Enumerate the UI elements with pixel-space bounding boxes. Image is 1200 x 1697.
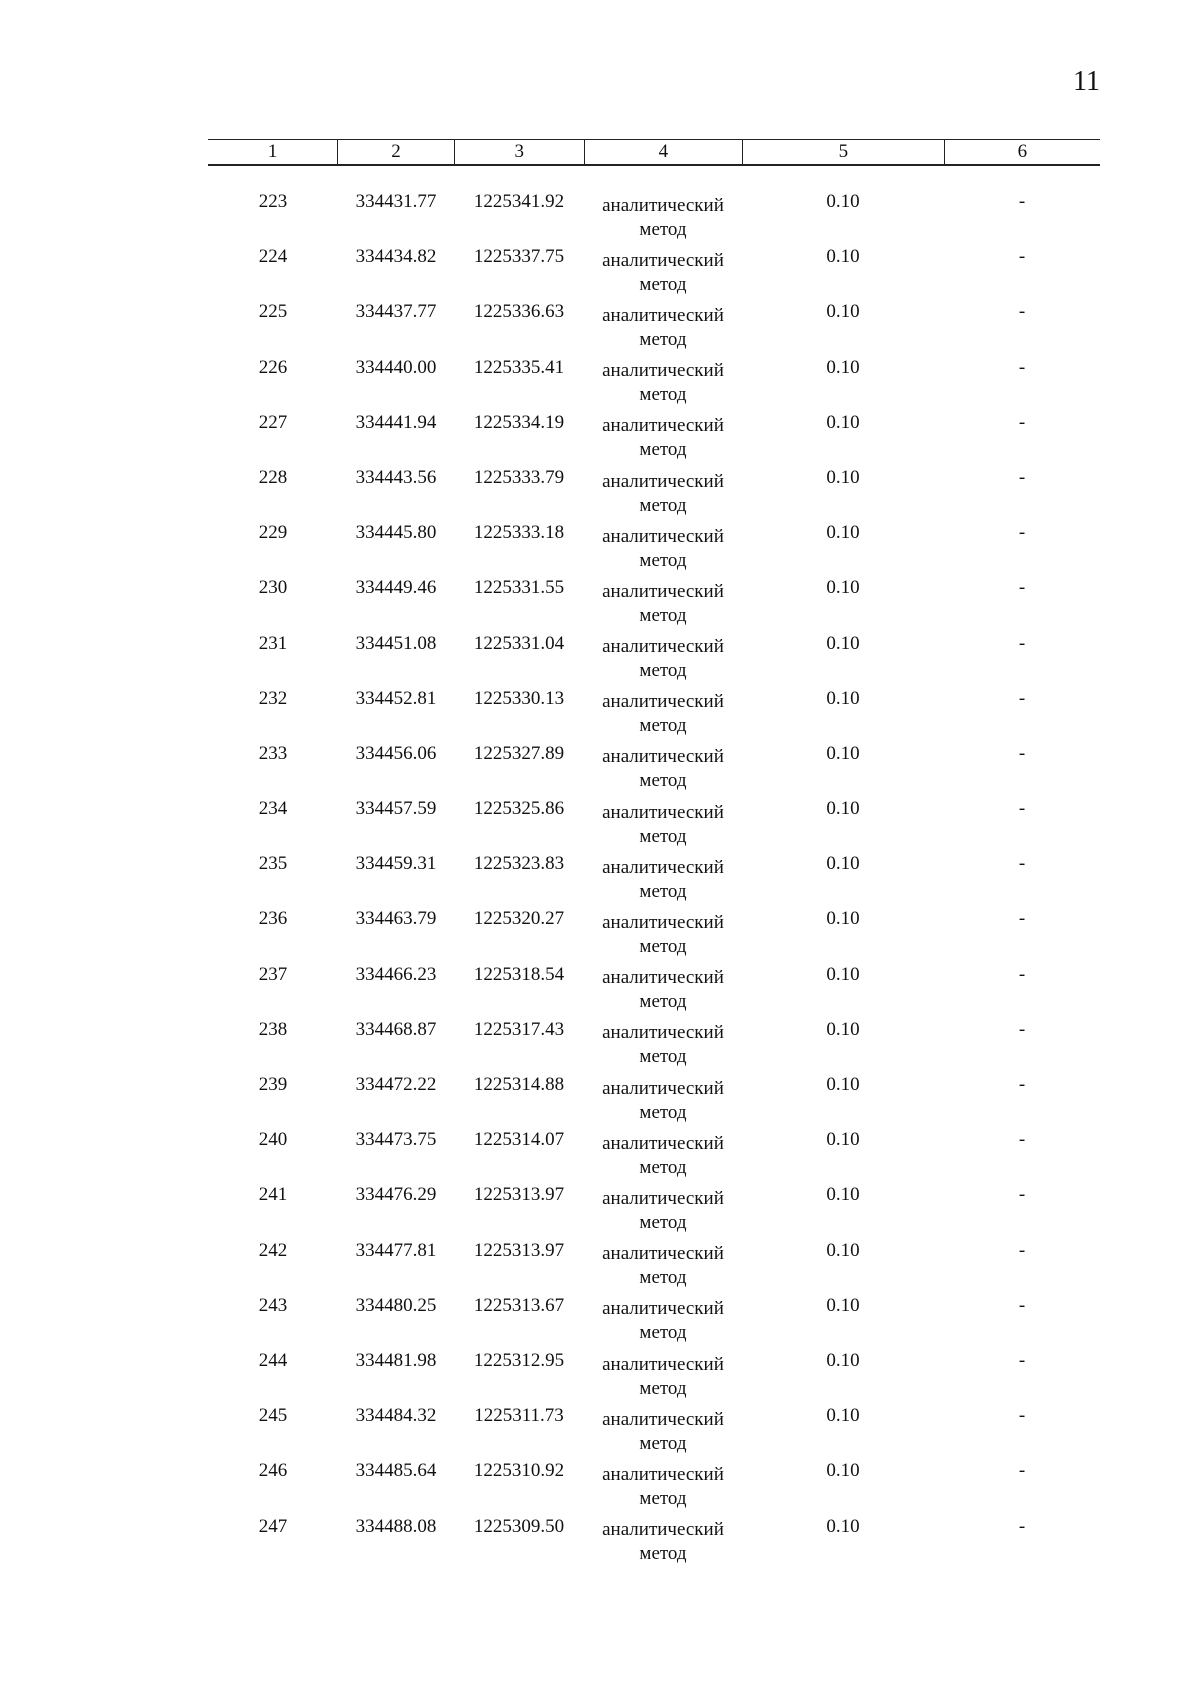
note-value: -	[1018, 1018, 1026, 1040]
method-line-1: аналитический	[602, 1463, 724, 1485]
method-line-1: аналитический	[602, 636, 724, 658]
method-cell	[584, 1073, 742, 1128]
coordinate-x: 334484.32	[355, 1405, 437, 1427]
table-row	[208, 1349, 1100, 1404]
coordinate-y: 1225323.83	[473, 853, 565, 875]
method-line-2: метод	[639, 1267, 687, 1289]
note-value: -	[1018, 1129, 1026, 1151]
point-number: 244	[258, 1349, 288, 1371]
accuracy-value: 0.10	[826, 1129, 860, 1151]
coordinate-y: 1225334.19	[473, 411, 565, 433]
table-body	[208, 190, 1100, 1570]
accuracy-value: 0.10	[826, 1294, 860, 1316]
accuracy-value: 0.10	[826, 1349, 860, 1371]
table-row	[208, 1404, 1100, 1459]
coordinate-x: 334434.82	[355, 246, 437, 268]
table-row	[208, 963, 1100, 1018]
coordinate-x: 334485.64	[355, 1460, 437, 1482]
point-number: 238	[258, 1018, 288, 1040]
point-number: 240	[258, 1129, 288, 1151]
method-line-2: метод	[639, 1377, 687, 1399]
method-line-2: метод	[639, 1156, 687, 1178]
coordinate-y: 1225311.73	[474, 1405, 564, 1427]
coordinate-y: 1225336.63	[473, 301, 565, 323]
method-cell	[584, 1349, 742, 1404]
table-row	[208, 521, 1100, 576]
accuracy-value: 0.10	[826, 1074, 860, 1095]
table-row	[208, 300, 1100, 355]
method-line-2: метод	[639, 1101, 687, 1123]
accuracy-value: 0.10	[826, 1184, 860, 1206]
point-number: 245	[258, 1405, 288, 1427]
table-row	[208, 1128, 1100, 1183]
note-value: -	[1018, 1460, 1026, 1482]
method-line-1: аналитический	[602, 360, 724, 382]
note-value: -	[1018, 963, 1026, 985]
point-number: 239	[258, 1074, 288, 1095]
note-value: -	[1018, 356, 1026, 378]
method-line-1: аналитический	[602, 801, 724, 823]
table-row	[208, 1294, 1100, 1349]
method-cell	[584, 1294, 742, 1349]
note-value: -	[1018, 191, 1026, 212]
accuracy-value: 0.10	[826, 246, 860, 268]
table-row	[208, 1018, 1100, 1073]
point-number: 226	[258, 356, 288, 378]
method-line-2: метод	[639, 273, 687, 295]
method-line-1: аналитический	[602, 1243, 724, 1265]
coordinate-x: 334481.98	[355, 1349, 437, 1371]
method-line-2: метод	[639, 384, 687, 406]
table-row	[208, 1459, 1100, 1514]
table-row	[208, 356, 1100, 411]
table-row	[208, 907, 1100, 962]
point-number: 235	[258, 853, 288, 875]
accuracy-value: 0.10	[826, 301, 860, 323]
point-number: 243	[258, 1294, 288, 1316]
point-number: 231	[258, 632, 288, 654]
coordinate-y: 1225320.27	[473, 908, 565, 930]
method-line-1: аналитический	[602, 470, 724, 492]
point-number: 246	[258, 1460, 288, 1482]
coordinate-x: 334473.75	[355, 1129, 437, 1151]
coordinate-x: 334445.80	[355, 522, 437, 544]
note-value: -	[1018, 577, 1026, 599]
method-cell	[584, 1459, 742, 1514]
coordinate-x: 334449.46	[355, 577, 437, 599]
coordinate-x: 334488.08	[355, 1515, 437, 1537]
method-cell	[584, 576, 742, 631]
method-cell	[584, 963, 742, 1018]
method-line-2: метод	[639, 770, 687, 792]
method-line-1: аналитический	[602, 1187, 724, 1209]
method-line-2: метод	[639, 549, 687, 571]
coordinate-y: 1225313.97	[473, 1184, 565, 1206]
method-line-1: аналитический	[602, 1132, 724, 1154]
coordinate-y: 1225317.43	[473, 1018, 565, 1040]
coordinate-x: 334452.81	[355, 687, 437, 709]
method-line-1: аналитический	[602, 746, 724, 768]
coordinate-x: 334466.23	[355, 963, 437, 985]
coordinate-x: 334457.59	[355, 798, 437, 820]
column-header-3: 3	[455, 140, 585, 164]
note-value: -	[1018, 301, 1026, 323]
coordinate-y: 1225333.18	[473, 522, 565, 544]
accuracy-value: 0.10	[826, 963, 860, 985]
method-line-1: аналитический	[602, 967, 724, 989]
coordinate-x: 334443.56	[355, 466, 437, 488]
coordinate-x: 334480.25	[355, 1294, 437, 1316]
note-value: -	[1018, 632, 1026, 654]
note-value: -	[1018, 798, 1026, 820]
column-header-1: 1	[208, 140, 338, 164]
coordinate-x: 334477.81	[355, 1239, 437, 1261]
method-line-1: аналитический	[602, 304, 724, 326]
table-row	[208, 797, 1100, 852]
coordinate-x: 334437.77	[355, 301, 437, 323]
coordinate-x: 334472.22	[355, 1074, 437, 1095]
method-cell	[584, 1404, 742, 1459]
accuracy-value: 0.10	[826, 1515, 860, 1537]
coordinate-y: 1225331.55	[473, 577, 565, 599]
method-line-2: метод	[639, 439, 687, 461]
method-cell	[584, 1239, 742, 1294]
method-cell	[584, 687, 742, 742]
method-cell	[584, 1128, 742, 1183]
method-line-2: метод	[639, 660, 687, 682]
method-line-2: метод	[639, 1046, 687, 1068]
method-line-2: метод	[639, 494, 687, 516]
note-value: -	[1018, 246, 1026, 268]
accuracy-value: 0.10	[826, 1460, 860, 1482]
column-header-5: 5	[743, 140, 945, 164]
table-row	[208, 1515, 1100, 1570]
point-number: 247	[258, 1515, 288, 1537]
coordinate-y: 1225313.67	[473, 1294, 565, 1316]
note-value: -	[1018, 1239, 1026, 1261]
method-line-1: аналитический	[602, 415, 724, 437]
coordinate-y: 1225313.97	[473, 1239, 565, 1261]
note-value: -	[1018, 1184, 1026, 1206]
column-header-2: 2	[338, 140, 454, 164]
coordinate-y: 1225309.50	[473, 1515, 565, 1537]
method-cell	[584, 1515, 742, 1570]
method-line-2: метод	[639, 604, 687, 626]
note-value: -	[1018, 1294, 1026, 1316]
coordinate-x: 334451.08	[355, 632, 437, 654]
table-row	[208, 1239, 1100, 1294]
note-value: -	[1018, 853, 1026, 875]
coordinate-y: 1225312.95	[473, 1349, 565, 1371]
coordinate-x: 334463.79	[355, 908, 437, 930]
coordinate-x: 334440.00	[355, 356, 437, 378]
table-row	[208, 411, 1100, 466]
column-header-4: 4	[585, 140, 743, 164]
note-value: -	[1018, 1349, 1026, 1371]
method-cell	[584, 632, 742, 687]
note-value: -	[1018, 1515, 1026, 1537]
accuracy-value: 0.10	[826, 191, 860, 212]
accuracy-value: 0.10	[826, 411, 860, 433]
method-cell	[584, 521, 742, 576]
method-line-1: аналитический	[602, 525, 724, 547]
note-value: -	[1018, 1405, 1026, 1427]
table-row	[208, 466, 1100, 521]
coordinate-y: 1225337.75	[473, 246, 565, 268]
accuracy-value: 0.10	[826, 1405, 860, 1427]
accuracy-value: 0.10	[826, 853, 860, 875]
coordinate-y: 1225331.04	[473, 632, 565, 654]
note-value: -	[1018, 522, 1026, 544]
point-number: 233	[258, 742, 288, 764]
coordinate-y: 1225335.41	[473, 356, 565, 378]
method-cell	[584, 356, 742, 411]
note-value: -	[1018, 908, 1026, 930]
method-cell	[584, 190, 742, 245]
method-line-1: аналитический	[602, 1022, 724, 1044]
method-line-1: аналитический	[602, 194, 724, 216]
method-line-1: аналитический	[602, 580, 724, 602]
method-line-2: метод	[639, 218, 687, 240]
coordinate-x: 334459.31	[355, 853, 437, 875]
table-row	[208, 742, 1100, 797]
point-number: 241	[258, 1184, 288, 1206]
method-line-1: аналитический	[602, 1408, 724, 1430]
method-cell	[584, 1018, 742, 1073]
point-number: 236	[258, 908, 288, 930]
method-line-2: метод	[639, 328, 687, 350]
table-row	[208, 576, 1100, 631]
method-line-1: аналитический	[602, 1077, 724, 1099]
method-line-1: аналитический	[602, 1353, 724, 1375]
table-row	[208, 687, 1100, 742]
method-cell	[584, 245, 742, 300]
table-row	[208, 1073, 1100, 1128]
table-row	[208, 632, 1100, 687]
method-line-2: метод	[639, 936, 687, 958]
note-value: -	[1018, 466, 1026, 488]
method-line-2: метод	[639, 991, 687, 1013]
coordinate-x: 334456.06	[355, 742, 437, 764]
accuracy-value: 0.10	[826, 742, 860, 764]
table-row	[208, 190, 1100, 245]
coordinate-x: 334431.77	[355, 191, 437, 212]
method-line-2: метод	[639, 1543, 687, 1565]
point-number: 229	[258, 522, 288, 544]
accuracy-value: 0.10	[826, 908, 860, 930]
coordinate-y: 1225325.86	[473, 798, 565, 820]
table-row	[208, 245, 1100, 300]
method-line-1: аналитический	[602, 691, 724, 713]
accuracy-value: 0.10	[826, 632, 860, 654]
method-line-2: метод	[639, 1432, 687, 1454]
method-cell	[584, 742, 742, 797]
page-number: 11	[1073, 66, 1100, 97]
accuracy-value: 0.10	[826, 798, 860, 820]
method-cell	[584, 1183, 742, 1238]
point-number: 232	[258, 687, 288, 709]
accuracy-value: 0.10	[826, 466, 860, 488]
point-number: 237	[258, 963, 288, 985]
method-line-1: аналитический	[602, 1519, 724, 1541]
method-line-1: аналитический	[602, 856, 724, 878]
method-line-1: аналитический	[602, 1298, 724, 1320]
method-line-2: метод	[639, 1487, 687, 1509]
method-cell	[584, 907, 742, 962]
method-line-2: метод	[639, 880, 687, 902]
point-number: 228	[258, 466, 288, 488]
point-number: 227	[258, 411, 288, 433]
coordinate-y: 1225327.89	[473, 742, 565, 764]
method-line-2: метод	[639, 825, 687, 847]
accuracy-value: 0.10	[826, 687, 860, 709]
coordinate-y: 1225333.79	[473, 466, 565, 488]
coordinate-y: 1225341.92	[473, 191, 565, 212]
method-cell	[584, 797, 742, 852]
method-line-2: метод	[639, 715, 687, 737]
point-number: 224	[258, 246, 288, 268]
point-number: 230	[258, 577, 288, 599]
coordinate-y: 1225314.88	[473, 1074, 565, 1095]
method-cell	[584, 852, 742, 907]
point-number: 242	[258, 1239, 288, 1261]
accuracy-value: 0.10	[826, 1239, 860, 1261]
method-line-1: аналитический	[602, 249, 724, 271]
point-number: 225	[258, 301, 288, 323]
accuracy-value: 0.10	[826, 356, 860, 378]
table-row	[208, 1183, 1100, 1238]
point-number: 223	[258, 191, 288, 212]
method-cell	[584, 300, 742, 355]
coordinate-x: 334468.87	[355, 1018, 437, 1040]
accuracy-value: 0.10	[826, 522, 860, 544]
coordinate-y: 1225318.54	[473, 963, 565, 985]
note-value: -	[1018, 1074, 1026, 1095]
method-cell	[584, 466, 742, 521]
coordinate-y: 1225310.92	[473, 1460, 565, 1482]
method-line-2: метод	[639, 1322, 687, 1344]
method-line-1: аналитический	[602, 912, 724, 934]
accuracy-value: 0.10	[826, 577, 860, 599]
note-value: -	[1018, 411, 1026, 433]
note-value: -	[1018, 742, 1026, 764]
table-header	[208, 139, 1100, 166]
point-number: 234	[258, 798, 288, 820]
accuracy-value: 0.10	[826, 1018, 860, 1040]
coordinate-x: 334476.29	[355, 1184, 437, 1206]
method-cell	[584, 411, 742, 466]
method-line-2: метод	[639, 1211, 687, 1233]
coordinate-y: 1225314.07	[473, 1129, 565, 1151]
coordinate-x: 334441.94	[355, 411, 437, 433]
column-header-6: 6	[1017, 141, 1028, 162]
table-row	[208, 852, 1100, 907]
coordinate-y: 1225330.13	[473, 687, 565, 709]
note-value: -	[1018, 687, 1026, 709]
